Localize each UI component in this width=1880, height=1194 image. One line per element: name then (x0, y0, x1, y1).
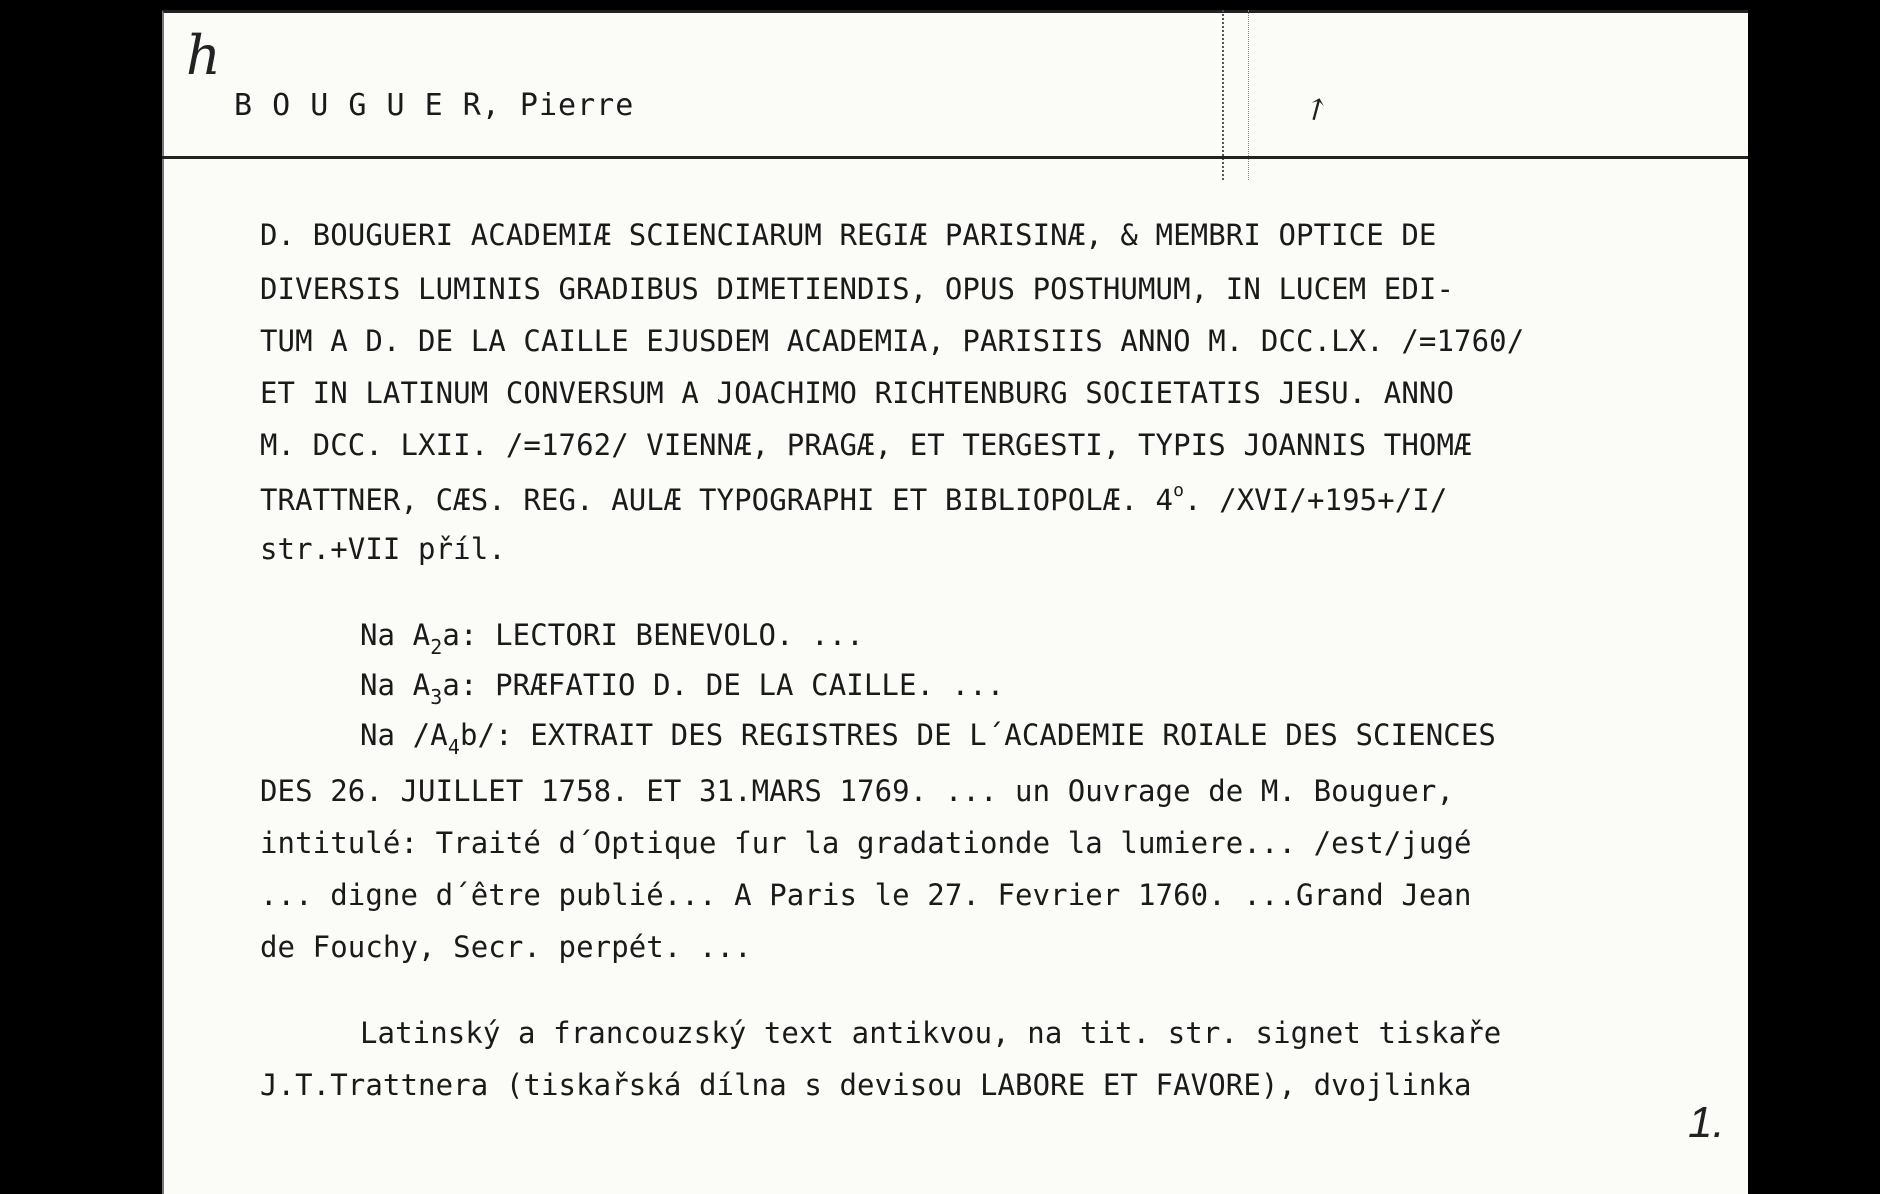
catalog-card (162, 10, 1748, 1194)
scan-artifact (1222, 10, 1249, 180)
header-rule (162, 156, 1748, 159)
extract-line: de Fouchy, Secr. perpét. ... (260, 930, 752, 964)
description-line: J.T.Trattnera (tiskařská dílna s devisou LABORE ET FAVORE), dvojlinka (260, 1068, 1472, 1102)
extract-line: ... digne d´être publié... A Paris le 27. Fevrier 1760. ...Grand Jean (260, 878, 1472, 912)
signature-note: Na $/A_4b/$: EXTRAIT DES REGISTRES DE L´ACADEMIE ROIALE DES SCIENCES (360, 718, 1496, 759)
signature-note: Na $A_2a$: LECTORI BENEVOLO. ... (360, 618, 864, 659)
collation-text: . /XVI/+195+/I/ (1184, 483, 1448, 517)
collation-line: str.+VII příl. (260, 532, 506, 566)
format-superscript: o (1173, 480, 1185, 501)
imprint-text: TRATTNER, CÆS. REG. AULÆ TYPOGRAPHI ET BIBLIOPOLÆ. 4 (260, 483, 1174, 517)
title-line: D. BOUGUERI ACADEMIÆ SCIENCIARUM REGIÆ PARISINÆ, & MEMBRI OPTICE DE (260, 218, 1437, 252)
extract-line: DES 26. JUILLET 1758. ET 31.MARS 1769. ... un Ouvrage de M. Bouguer, (260, 774, 1455, 808)
extract-line: intitulé: Traité d´Optique ſur la gradationde la lumiere... /est/jugé (260, 826, 1472, 860)
page-number-mark: 1. (1688, 1098, 1725, 1147)
corner-handwritten-mark: h (186, 24, 221, 87)
title-line (260, 480, 1447, 517)
signature-note: Na $A_3a$: PRÆFATIO D. DE LA CAILLE. ... (360, 668, 1005, 709)
title-line: DIVERSIS LUMINIS GRADIBUS DIMETIENDIS, OPUS POSTHUMUM, IN LUCEM EDI- (260, 272, 1455, 306)
title-line: M. DCC. LXII. /=1762/ VIENNÆ, PRAGÆ, ET TERGESTI, TYPIS JOANNIS THOMÆ (260, 428, 1472, 462)
author-heading: B O U G U E R, Pierre (234, 88, 635, 123)
title-line: TUM A D. DE LA CAILLE EJUSDEM ACADEMIA, PARISIIS ANNO M. DCC.LX. /=1760/ (260, 324, 1525, 358)
title-line: ET IN LATINUM CONVERSUM A JOACHIMO RICHTENBURG SOCIETATIS JESU. ANNO (260, 376, 1455, 410)
description-line: Latinský a francouzský text antikvou, na tit. str. signet tiskaře (360, 1016, 1502, 1050)
pencil-tick-icon: ↗ (1296, 88, 1337, 131)
